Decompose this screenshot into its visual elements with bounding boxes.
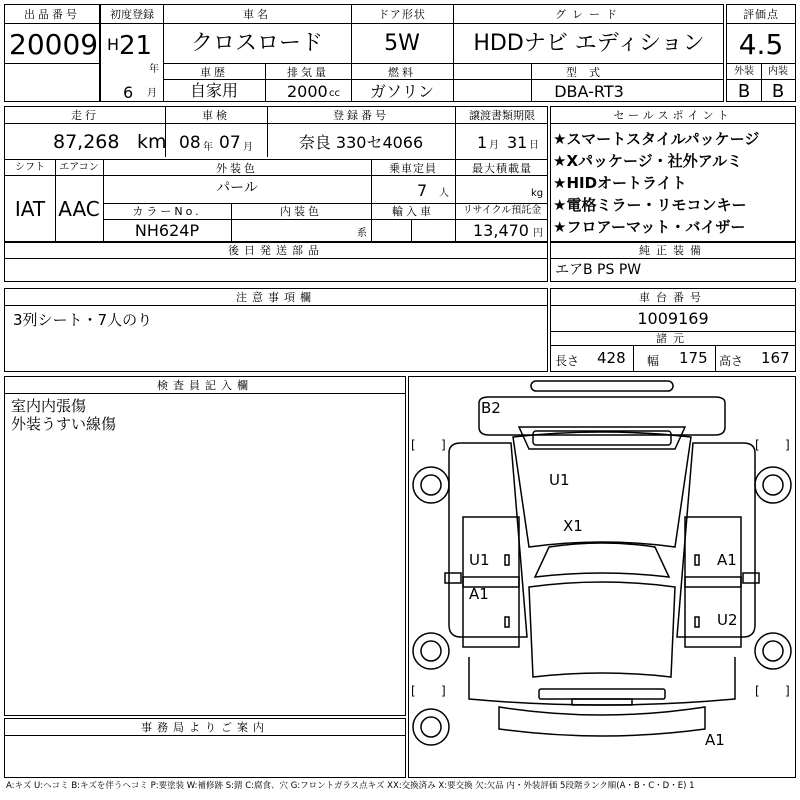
first-reg-month: 6 xyxy=(123,83,134,102)
sales-points-box xyxy=(550,106,796,242)
chassis-label: 車台番号 xyxy=(639,291,707,304)
sales-point-2: ★Xパッケージ・社外アルミ xyxy=(553,152,743,170)
aircon: AAC xyxy=(58,197,100,221)
fuel-label: 燃料 xyxy=(388,66,416,79)
svg-text:]: ] xyxy=(785,684,790,698)
model-label: 型式 xyxy=(566,66,612,79)
chassis-number: 1009169 xyxy=(637,309,709,328)
exterior-color-label: 外装色 xyxy=(216,162,258,175)
svg-text:]: ] xyxy=(441,684,446,698)
width-label: 幅 xyxy=(647,354,660,368)
overall-score: 4.5 xyxy=(738,28,784,61)
damage-mark-roof: U1 xyxy=(549,471,570,489)
car-diagram xyxy=(409,377,795,777)
history: 自家用 xyxy=(189,81,238,100)
import-label: 輸入車 xyxy=(392,205,434,218)
left-front-wheel xyxy=(413,633,449,669)
right-front-wheel xyxy=(755,633,791,669)
inspection-month: 07 xyxy=(219,133,241,153)
office-label: 事務局よりご案内 xyxy=(141,721,269,734)
door-type-label: ドア形状 xyxy=(378,8,426,21)
exterior-color: パール xyxy=(216,180,258,196)
shift: IAT xyxy=(14,197,46,221)
inspection-month-unit: 月 xyxy=(243,142,253,153)
interior-color-suffix: 系 xyxy=(357,228,367,239)
left-mirror xyxy=(445,573,461,583)
transfer-day-unit: 日 xyxy=(529,140,539,151)
inspection-year-unit: 年 xyxy=(203,142,213,153)
sales-point-3: ★HIDオートライト xyxy=(553,174,687,192)
interior-color-label: 内装色 xyxy=(280,205,322,218)
damage-mark-front: A1 xyxy=(705,731,725,749)
svg-text:]: ] xyxy=(441,438,446,452)
capacity-label: 乗車定員 xyxy=(389,162,437,175)
office-box xyxy=(4,718,406,778)
svg-text:]: ] xyxy=(785,438,790,452)
spare-wheel xyxy=(413,709,449,745)
width-value: 175 xyxy=(679,349,708,367)
door-type: 5W xyxy=(384,31,420,56)
car-name-label: 車名 xyxy=(243,8,271,21)
interior-grade: B xyxy=(771,81,785,102)
model: DBA-RT3 xyxy=(554,82,624,101)
recycle-deposit-unit: 円 xyxy=(533,228,543,239)
transfer-month-unit: 月 xyxy=(489,140,499,151)
inspector-line-2: 外装うすい線傷 xyxy=(11,415,117,433)
car-name: クロスロード xyxy=(190,31,323,56)
front-grille xyxy=(539,689,665,699)
grade: HDDナビ エディション xyxy=(473,31,705,56)
damage-mark-left-front-door: A1 xyxy=(469,585,489,603)
transfer-month: 1 xyxy=(477,133,488,152)
year-unit: 年 xyxy=(149,64,159,75)
aircon-label: エアコン xyxy=(59,162,99,173)
score-box xyxy=(726,4,796,102)
left-rear-wheel xyxy=(413,467,449,503)
sales-point-4: ★電格ミラー・リモコンキー xyxy=(553,196,747,214)
mileage-label: 走行 xyxy=(71,109,99,122)
vehicle-header-box xyxy=(100,4,724,102)
sales-points-label: セールスポイント xyxy=(613,109,733,122)
equipment-value: エアB PS PW xyxy=(555,262,642,278)
length-label: 長さ xyxy=(555,354,580,368)
damage-mark-right-rear-door: A1 xyxy=(717,551,737,569)
capacity: 7 xyxy=(417,181,428,200)
color-number: NH624P xyxy=(134,221,200,240)
damage-mark-center: X1 xyxy=(563,517,583,535)
notes-label: 注意事項欄 xyxy=(236,291,316,304)
damage-diagram-box xyxy=(408,376,796,778)
damage-mark-left-rear-door: U1 xyxy=(469,551,490,569)
svg-text:[: [ xyxy=(755,684,760,698)
hood-outline xyxy=(529,582,675,677)
equipment-label: 純正装備 xyxy=(639,244,707,257)
shift-label: シフト xyxy=(15,162,45,173)
max-load-label: 最大積載量 xyxy=(472,162,532,175)
registration-number-label: 登録番号 xyxy=(333,109,389,122)
later-parts-box xyxy=(4,242,548,282)
exterior-label: 外装 xyxy=(734,66,754,77)
front-plate xyxy=(572,699,632,705)
max-load-unit: kg xyxy=(531,188,544,199)
front-outline xyxy=(469,657,735,705)
inspection-label: 車検 xyxy=(202,109,230,122)
score-label: 評価点 xyxy=(743,8,779,21)
inspector-line-1: 室内内張傷 xyxy=(11,397,87,415)
windshield xyxy=(535,543,669,577)
equipment-box xyxy=(550,242,796,282)
displacement-unit: cc xyxy=(329,88,340,99)
spec-label: 諸元 xyxy=(656,332,690,345)
vehicle-details-box xyxy=(4,106,548,242)
displacement: 2000 xyxy=(287,82,328,101)
displacement-label: 排気量 xyxy=(287,66,329,79)
damage-mark-right-front-door: U2 xyxy=(717,611,738,629)
recycle-deposit: 13,470 xyxy=(473,221,529,240)
exterior-grade: B xyxy=(737,81,751,102)
damage-mark-rear-bumper: B2 xyxy=(481,399,501,417)
color-number-label: カラーNo. xyxy=(132,205,202,218)
svg-text:[: [ xyxy=(755,438,760,452)
month-unit: 月 xyxy=(147,88,157,99)
right-rear-wheel xyxy=(755,467,791,503)
chassis-box xyxy=(550,288,796,372)
lot-number-box xyxy=(4,4,100,102)
length-value: 428 xyxy=(597,349,626,367)
left-body-side xyxy=(449,443,527,637)
transfer-day: 31 xyxy=(507,133,528,152)
mileage: 87,268 xyxy=(53,131,120,153)
mileage-unit: km xyxy=(137,131,167,153)
history-label: 車歴 xyxy=(200,66,228,79)
rear-bumper-top xyxy=(531,381,673,391)
svg-text:[: [ xyxy=(411,684,416,698)
era: H xyxy=(107,35,120,54)
sales-point-5: ★フロアーマット・バイザー xyxy=(553,218,746,236)
rear-roof-outline xyxy=(479,397,725,435)
svg-text:[: [ xyxy=(411,438,416,452)
fuel: ガソリン xyxy=(369,82,434,101)
sales-point-1: ★スマートスタイルパッケージ xyxy=(553,130,760,148)
first-reg-year: 21 xyxy=(119,31,153,61)
inspector-label: 検査員記入欄 xyxy=(157,379,253,392)
notes-value: 3列シート・7人のり xyxy=(13,311,153,329)
registration-number: 奈良 330セ4066 xyxy=(298,133,424,152)
right-mirror xyxy=(743,573,759,583)
height-value: 167 xyxy=(761,349,790,367)
first-registration-label: 初度登録 xyxy=(110,8,154,21)
damage-legend: A:キズ U:ヘコミ B:キズを伴うヘコミ P:要塗装 W:補修跡 S:錆 C:腐食、穴 G:フロントガラス点キズ XX:交換済み X:要交換 欠:欠品 内・外装評価 5段階ランク順(A・B・C・D・E) 1 xyxy=(6,781,695,791)
height-label: 高さ xyxy=(719,354,744,368)
front-bumper xyxy=(499,707,705,736)
lot-number: 20009 xyxy=(9,28,99,61)
lot-number-label: 出品番号 xyxy=(24,8,80,21)
recycle-deposit-label: リサイクル預託金 xyxy=(462,205,542,216)
transfer-deadline-label: 譲渡書類期限 xyxy=(469,109,535,122)
notes-box xyxy=(4,288,548,372)
right-body-side xyxy=(677,443,755,637)
inspection-year: 08 xyxy=(179,133,201,153)
later-parts-label: 後日発送部品 xyxy=(228,244,324,257)
inspector-box xyxy=(4,376,406,716)
interior-label: 内装 xyxy=(768,66,788,77)
capacity-unit: 人 xyxy=(439,188,449,199)
grade-label: グレード xyxy=(555,8,623,21)
